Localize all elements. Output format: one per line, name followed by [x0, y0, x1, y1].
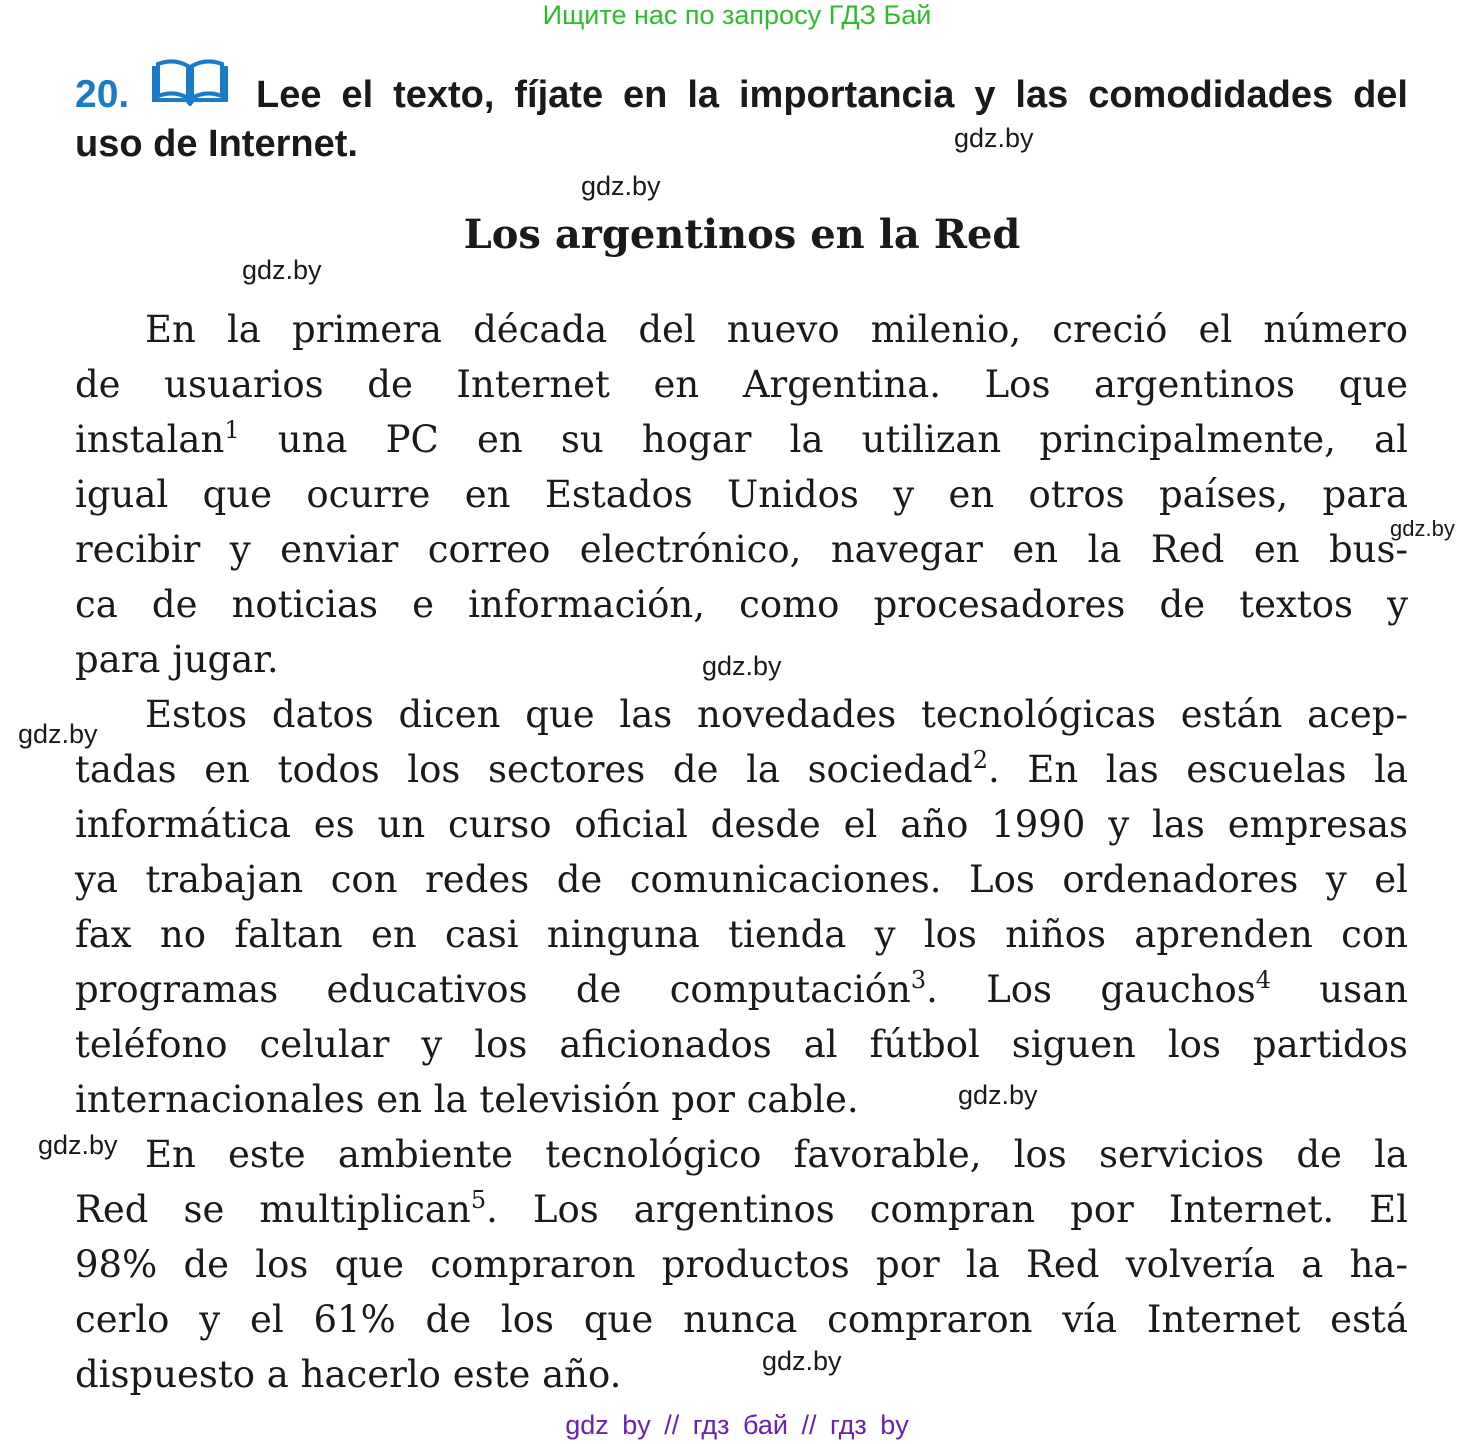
watermark: gdz.by — [38, 1130, 118, 1160]
text-line: En este ambiente tecnológico favorable, los servicios de la — [145, 1133, 1408, 1176]
watermark: gdz.by — [581, 171, 661, 201]
footer-note: gdz by // гдз бай // гдз by — [565, 1410, 909, 1440]
watermark: gdz.by — [954, 123, 1034, 153]
text-line — [75, 1182, 1408, 1237]
line-segment: programas educativos de computación — [75, 968, 911, 1011]
text-line — [75, 962, 1408, 1017]
line-segment: instalan — [75, 418, 225, 461]
line-segment: usan — [1271, 968, 1409, 1011]
footnote-marker: 5 — [470, 1186, 487, 1214]
text-title: Los argentinos en la Red — [463, 211, 1021, 258]
text-line: 98% de los que compraron productos por la Red volvería a ha- — [75, 1243, 1408, 1286]
line-segment: tadas en todos los sectores de la sociedad — [75, 748, 973, 791]
text-line: cerlo y el 61% de los que nunca compraron vía Internet está — [75, 1298, 1408, 1341]
text-line: informática es un curso oficial desde el año 1990 y las empresas — [75, 803, 1408, 846]
line-segment: . Los gauchos — [926, 968, 1256, 1011]
line-segment: una PC en su hogar la utilizan principalmente, al — [239, 418, 1408, 461]
text-line: En la primera década del nuevo milenio, creció el número — [145, 308, 1408, 351]
open-book-icon — [150, 58, 230, 106]
watermark: gdz.by — [18, 719, 98, 749]
line-segment: . En las escuelas la — [988, 748, 1408, 791]
text-line: Estos datos dicen que las novedades tecnológicas están acep- — [145, 693, 1408, 736]
text-line: ya trabajan con redes de comunicaciones. Los ordenadores y el — [75, 858, 1408, 901]
text-line: internacionales en la televisión por cable. — [75, 1078, 859, 1121]
header-note: Ищите нас по запросу ГДЗ Бай — [542, 0, 932, 30]
instruction-line-1: Lee el texto, fíjate en la importancia y las comodidades del — [256, 74, 1408, 116]
line-segment: . Los argentinos compran por Internet. El — [486, 1188, 1408, 1231]
text-line: igual que ocurre en Estados Unidos y en otros países, para — [75, 473, 1408, 516]
footnote-marker: 4 — [1255, 966, 1272, 994]
task-number: 20. — [75, 73, 130, 116]
line-segment: Red se multiplican — [75, 1188, 471, 1231]
text-line: para jugar. — [75, 638, 279, 681]
watermark: gdz.by — [1390, 516, 1455, 541]
text-line — [75, 742, 1408, 797]
text-line: dispuesto a hacerlo este año. — [75, 1353, 622, 1396]
instruction-line-2: uso de Internet. — [75, 123, 358, 165]
text-line: fax no faltan en casi ninguna tienda y los niños aprenden con — [75, 913, 1408, 956]
text-line: de usuarios de Internet en Argentina. Los argentinos que — [75, 363, 1408, 406]
text-line: recibir y enviar correo electrónico, navegar en la Red en bus- — [75, 528, 1408, 571]
text-line: teléfono celular y los aficionados al fútbol siguen los partidos — [75, 1023, 1408, 1066]
watermark: gdz.by — [702, 651, 782, 681]
watermark: gdz.by — [242, 255, 322, 285]
footnote-marker: 3 — [910, 966, 927, 994]
watermark: gdz.by — [958, 1080, 1038, 1110]
watermark: gdz.by — [762, 1346, 842, 1376]
footnote-marker: 2 — [972, 746, 988, 774]
text-line — [75, 412, 1408, 467]
footnote-marker: 1 — [224, 416, 240, 444]
text-line: ca de noticias e información, como procesadores de textos y — [75, 583, 1408, 626]
